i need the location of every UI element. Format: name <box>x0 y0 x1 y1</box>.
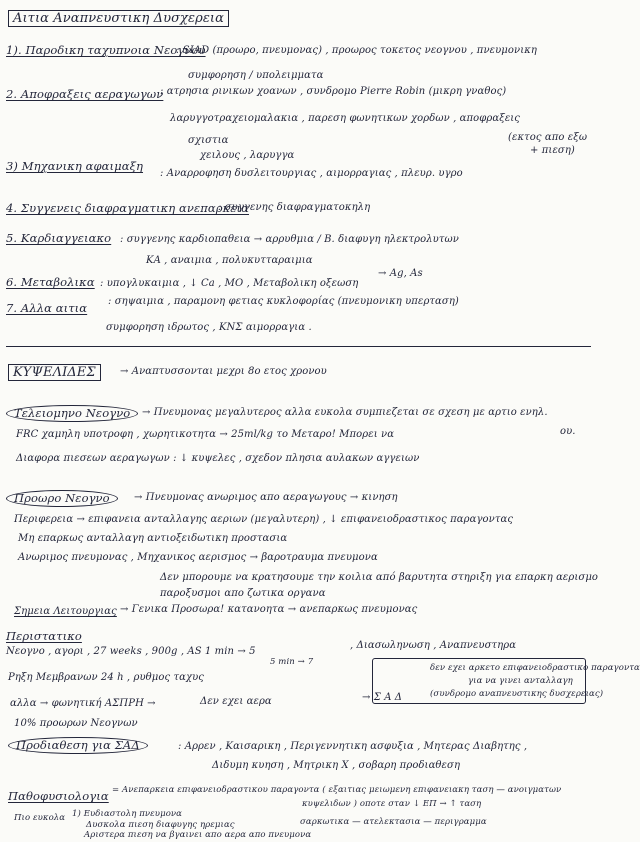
predisposition-label: Προδιαθεση για ΣΑΔ <box>8 737 148 754</box>
cause7-label: 7. Αλλα αιτια <box>6 301 88 315</box>
term-neonate-text: → Πνευμονας μεγαλυτερος αλλα ευκολα συμπιεζεται σε σχεση με αρτιο ενηλ. <box>142 407 548 418</box>
cause2-line-c1: σχιστια <box>188 135 229 146</box>
case-note-3: (συνδρομο αναπνευστικης δυσχερειας) <box>430 689 604 699</box>
pathophysiology-c3: Αριστερα πιεση να βγαινει απο αερα απο πνευμονα <box>84 830 312 840</box>
case-line-b: Ρηξη Μεμβρανων 24 h , ρυθμος ταχυς <box>8 672 204 683</box>
cause1-text: : SIAD (προωρο, πνευμονας) , προωρος τοκετος νεογνου , πνευμονικη <box>176 45 537 56</box>
pathophysiology-label: Παθοφυσιολογια <box>8 789 109 803</box>
cause6-superscript: → Ag, As <box>378 268 423 279</box>
preterm-line-g-text: → Γενικα Προσωρα! κατανοητα → ανεπαρκως πνευμονας <box>120 604 418 615</box>
preterm-line-c: Μη επαρκως ανταλλαγη αντιοξειδωτικη προστασια <box>18 533 288 544</box>
cause4-label: 4. Συγγενεις διαφραγματικη ανεπαρκεια <box>6 201 249 215</box>
case-line-a-tail: , Διασωληνωση , Αναπνευστηρα <box>350 640 517 651</box>
term-neonate-line-b: FRC χαμηλη υποτροφη , χωρητικοτητα → 25ml/kg το Μεταρο! Μπορει να <box>16 429 395 440</box>
preterm-line-d: Ανωριμος πνευμονας , Μηχανικος αερισμος → βαροτραυμα πνευμονα <box>18 552 378 563</box>
pathophysiology-text: = Ανεπαρκεια επιφανειοδραστικου παραγοντα ( εξαιτιας μειωμενη επιφανειακη ταση — ανοιγματων <box>112 785 562 795</box>
case-line-c-tail: → Σ Α Δ <box>362 692 403 703</box>
preterm-neonate-text: → Πνευμονας ανωριμος απο αεραγωγους → κινηση <box>134 492 398 503</box>
case-line-c: αλλα → φωνητική ΑΣΠΡΗ → <box>10 698 156 709</box>
cause4-text: : συγγενης διαφραγματοκηλη <box>218 202 371 213</box>
cause2-line-c2: χειλους , λαρυγγα <box>200 150 295 161</box>
case-label: Περιστατικο <box>6 629 82 643</box>
cause2-right-note-2: + πιεση) <box>530 145 575 156</box>
case-line-d: 10% προωρων Νεογνων <box>14 718 138 729</box>
section1-title: Αιτια Αναπνευστικη Δυσχερεια <box>8 10 229 27</box>
section2-title-note: → Αναπτυσσονται μεχρι 8ο ετος χρονου <box>120 366 327 377</box>
case-line-a: Νεογνο , αγορι , 27 weeks , 900g , AS 1 min → 5 <box>6 646 256 657</box>
cause3-text: : Αναρροφηση δυσλειτουργιας , αιμορραγιας , πλευρ. υγρο <box>160 168 463 179</box>
pathophysiology-c-head: Πιο ευκολα <box>14 813 66 823</box>
cause2-label: 2. Αποφραξεις αεραγωγων <box>6 87 164 101</box>
cause1-continuation: συμφορηση / υπολειμματα <box>188 70 324 81</box>
pathophysiology-c2: Δυσκολα πιεση διαφυγης ηρεμιας <box>86 820 235 830</box>
preterm-line-f: παροξυσμοι απο ζωτικα οργανα <box>160 588 326 599</box>
cause2-text: : ατρησια ρινικων χοανων , συνδρομο Pierre Robin (μικρη γναθος) <box>160 86 507 97</box>
preterm-line-b: Περιφερεια → επιφανεια ανταλλαγης αεριων (μεγαλυτερη) , ↓ επιφανειοδραστικος παραγοντας <box>14 514 514 525</box>
cause7-continuation: συμφορηση ιδρωτος , ΚΝΣ αιμορραγια . <box>106 322 312 333</box>
pathophysiology-c1: 1) Ευδιαστολη πνευμονα <box>72 809 183 819</box>
cause2-right-note-1: (εκτος απο εξω <box>508 132 588 143</box>
section2-title: ΚΥΨΕΛΙΔΕΣ <box>8 364 101 381</box>
preterm-neonate-label: Προωρο Νεογνο <box>6 490 118 507</box>
predisposition-line-b: Διδυμη κυηση , Μητρικη Χ , σοβαρη προδιαθεση <box>212 760 461 771</box>
cause6-text: : υπογλυκαιμια , ↓ Ca , ΜΟ , Μεταβολικη οξεωση <box>100 278 359 289</box>
cause7-text: : σηψαιμια , παραμονη φετιας κυκλοφορίας (πνευμονικη υπερταση) <box>108 296 459 307</box>
term-neonate-label: Τελειομηνο Νεογνο <box>6 405 138 422</box>
case-note-1: δεν εχει αρκετο επιφανειοδραστικο παραγοντα <box>430 663 640 673</box>
predisposition-text: : Αρρεν , Καισαρικη , Περιγεννητικη ασφυξια , Μητερας Διαβητης , <box>178 741 528 752</box>
pathophysiology-c-mid: σαρκωτικα — ατελεκτασια — περιγραμμα <box>300 817 487 827</box>
cause1-label: 1). Παροδικη ταχυπνοια Νεογνου <box>6 43 206 57</box>
cause5-continuation: ΚΑ , αναιμια , πολυκυτταραιμια <box>146 255 313 266</box>
preterm-line-e: Δεν μπορουμε να κρατησουμε την κοιλια από βαρυτητα στηριξη για επαρκη αερισμο <box>160 572 599 583</box>
term-neonate-line-b-end: ου. <box>560 426 576 437</box>
case-line-c-mid: Δεν εχει αερα <box>200 696 272 707</box>
case-note-2: για να γινει ανταλλαγη <box>468 676 573 686</box>
preterm-line-g-label: Σημεια Λειτουργιας <box>14 606 117 617</box>
cause5-text: : συγγενης καρδιοπαθεια → αρρυθμια / Β. διαφυγη ηλεκτρολυτων <box>120 234 459 245</box>
term-neonate-line-c: Διαφορα πιεσεων αεραγωγων : ↓ κυψελες , σχεδον πλησια αυλακων αγγειων <box>16 453 420 464</box>
cause5-label: 5. Καρδιαγγειακο <box>6 231 112 245</box>
case-apgar-5min: 5 min → 7 <box>270 657 314 667</box>
cause2-line-b: λαρυγγοτραχειομαλακια , παρεση φωνητικων χορδων , αποφραξεις <box>170 113 521 124</box>
cause6-label: 6. Μεταβολικα <box>6 275 95 289</box>
cause3-label: 3) Μηχανικη αφαιμαξη <box>6 159 144 173</box>
section-divider <box>6 346 591 347</box>
pathophysiology-line-b: κυψελιδων ) οποτε σταν ↓ ΕΠ → ↑ ταση <box>302 799 482 809</box>
